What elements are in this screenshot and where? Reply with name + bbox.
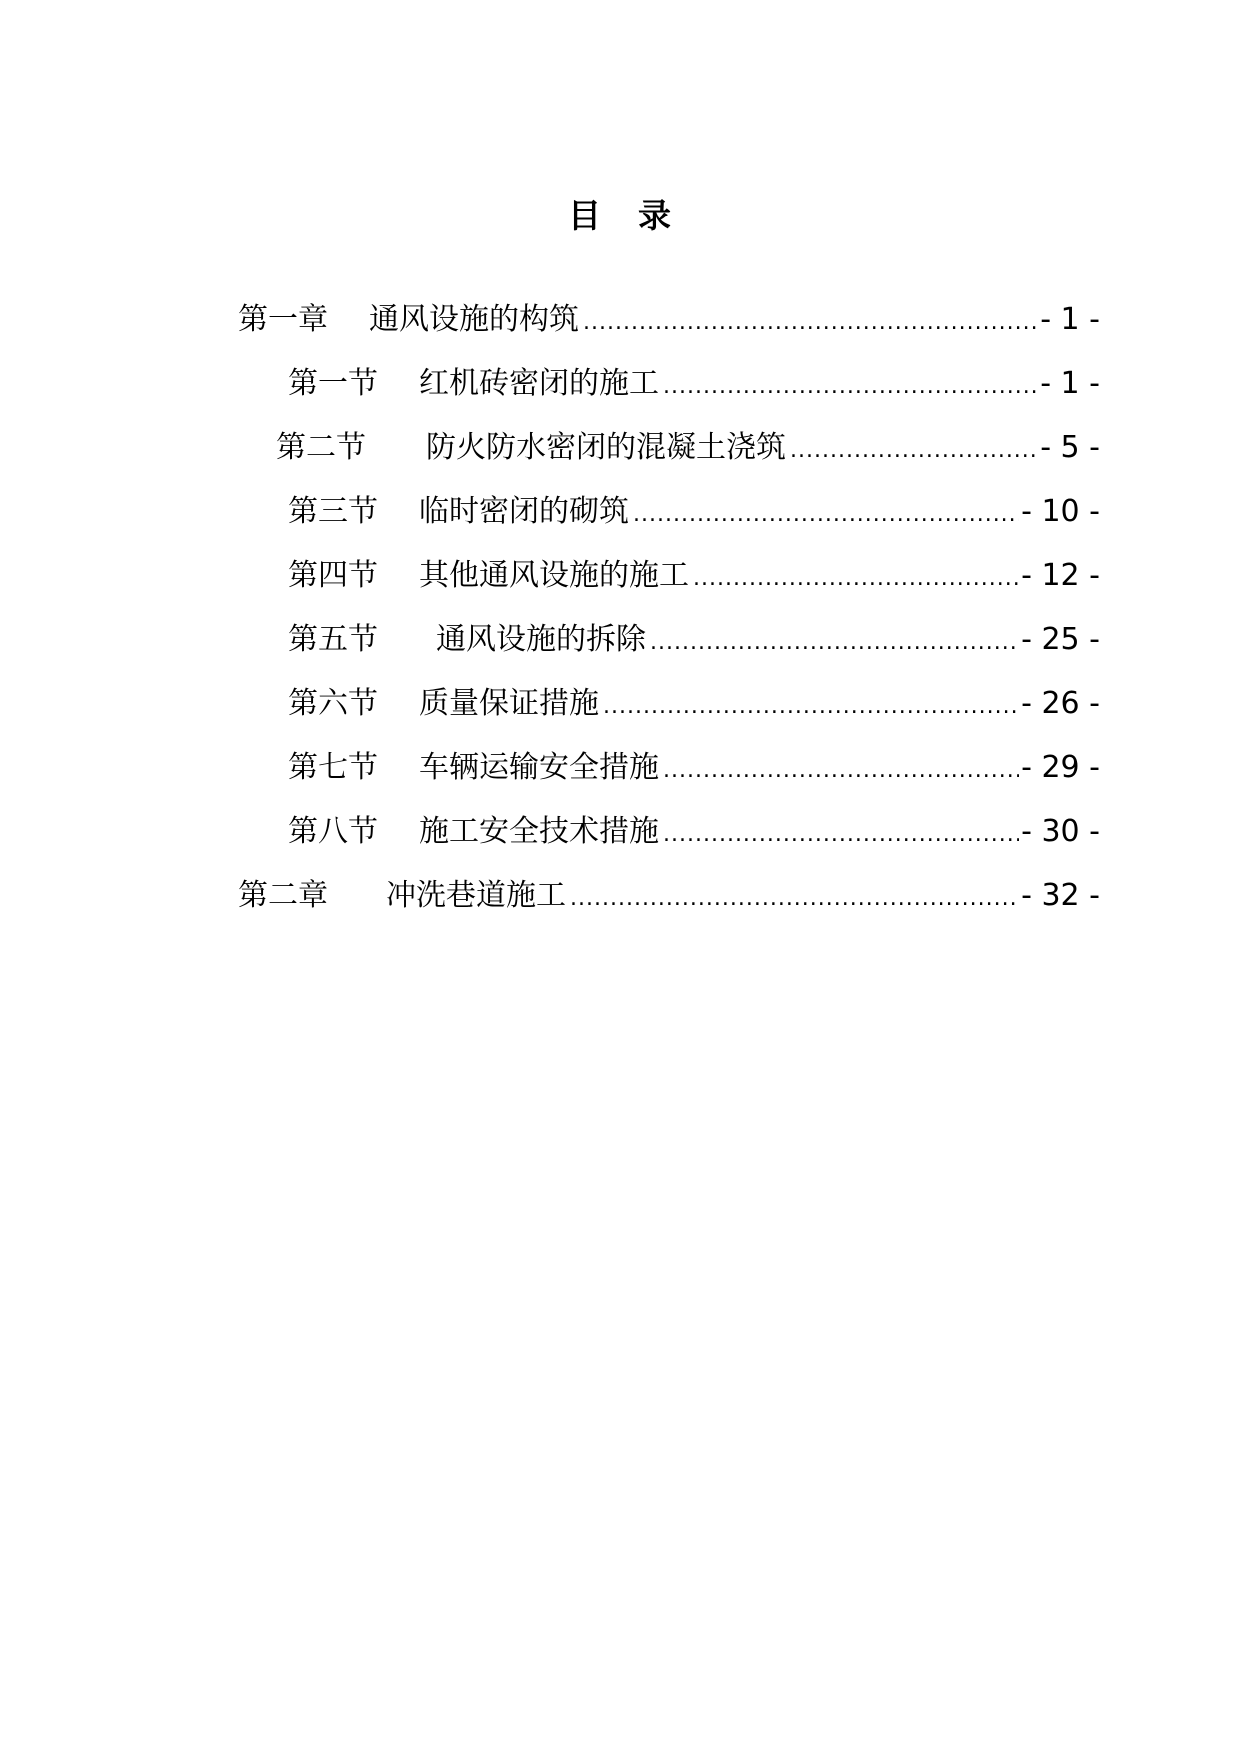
toc-entry-title: 通风设施的构筑 bbox=[369, 302, 579, 337]
toc-heading: 目 录 bbox=[568, 196, 673, 235]
toc-entry-title: 冲洗巷道施工 bbox=[386, 878, 566, 913]
toc-entry-label: 第四节 bbox=[288, 558, 378, 593]
toc-dot-leader bbox=[663, 751, 1019, 791]
toc-entry-page: - 5 - bbox=[1040, 430, 1100, 465]
toc-entry-page: - 26 - bbox=[1021, 686, 1100, 721]
toc-entry-label: 第二节 bbox=[276, 430, 366, 465]
toc-dot-leader bbox=[603, 687, 1019, 727]
toc-entry-title: 质量保证措施 bbox=[419, 686, 599, 721]
toc-entry-chapter-2[interactable] bbox=[238, 876, 1100, 916]
toc-entry-chapter-1[interactable] bbox=[238, 300, 1100, 340]
toc-entry-label: 第一章 bbox=[238, 302, 328, 337]
toc-entry-page: - 1 - bbox=[1040, 302, 1100, 337]
toc-dot-leader bbox=[790, 431, 1038, 471]
toc-entry-section-1[interactable] bbox=[288, 364, 1100, 404]
toc-entry-section-5[interactable] bbox=[288, 620, 1100, 660]
toc-entry-page: - 30 - bbox=[1021, 814, 1100, 849]
toc-entry-title: 车辆运输安全措施 bbox=[419, 750, 659, 785]
toc-dot-leader bbox=[663, 815, 1019, 855]
toc-entry-page: - 32 - bbox=[1021, 878, 1100, 913]
toc-entry-section-4[interactable] bbox=[288, 556, 1100, 596]
toc-entry-section-6[interactable] bbox=[288, 684, 1100, 724]
toc-entry-title: 红机砖密闭的施工 bbox=[419, 366, 659, 401]
toc-entry-section-7[interactable] bbox=[288, 748, 1100, 788]
toc-entry-page: - 25 - bbox=[1021, 622, 1100, 657]
toc-entry-section-8[interactable] bbox=[288, 812, 1100, 852]
toc-entry-section-3[interactable] bbox=[288, 492, 1100, 532]
toc-entry-title: 临时密闭的砌筑 bbox=[419, 494, 629, 529]
toc-entry-label: 第八节 bbox=[288, 814, 378, 849]
toc-entry-title: 防火防水密闭的混凝土浇筑 bbox=[426, 430, 786, 465]
toc-entry-label: 第五节 bbox=[288, 622, 378, 657]
toc-entry-page: - 29 - bbox=[1021, 750, 1100, 785]
toc-entry-page: - 1 - bbox=[1040, 366, 1100, 401]
toc-dot-leader bbox=[650, 623, 1019, 663]
toc-entry-label: 第三节 bbox=[288, 494, 378, 529]
toc-entry-label: 第二章 bbox=[238, 878, 328, 913]
toc-entry-title: 通风设施的拆除 bbox=[436, 622, 646, 657]
toc-entry-page: - 10 - bbox=[1021, 494, 1100, 529]
toc-dot-leader bbox=[633, 495, 1019, 535]
toc-entry-label: 第六节 bbox=[288, 686, 378, 721]
toc-entry-page: - 12 - bbox=[1021, 558, 1100, 593]
toc-dot-leader bbox=[663, 367, 1038, 407]
toc-dot-leader bbox=[570, 879, 1019, 919]
toc-entry-section-2[interactable] bbox=[276, 428, 1100, 468]
toc-dot-leader bbox=[693, 559, 1019, 599]
toc-entry-title: 其他通风设施的施工 bbox=[419, 558, 689, 593]
toc-entry-title: 施工安全技术措施 bbox=[419, 814, 659, 849]
toc-dot-leader bbox=[583, 303, 1038, 343]
toc-entry-label: 第一节 bbox=[288, 366, 378, 401]
toc-entry-label: 第七节 bbox=[288, 750, 378, 785]
